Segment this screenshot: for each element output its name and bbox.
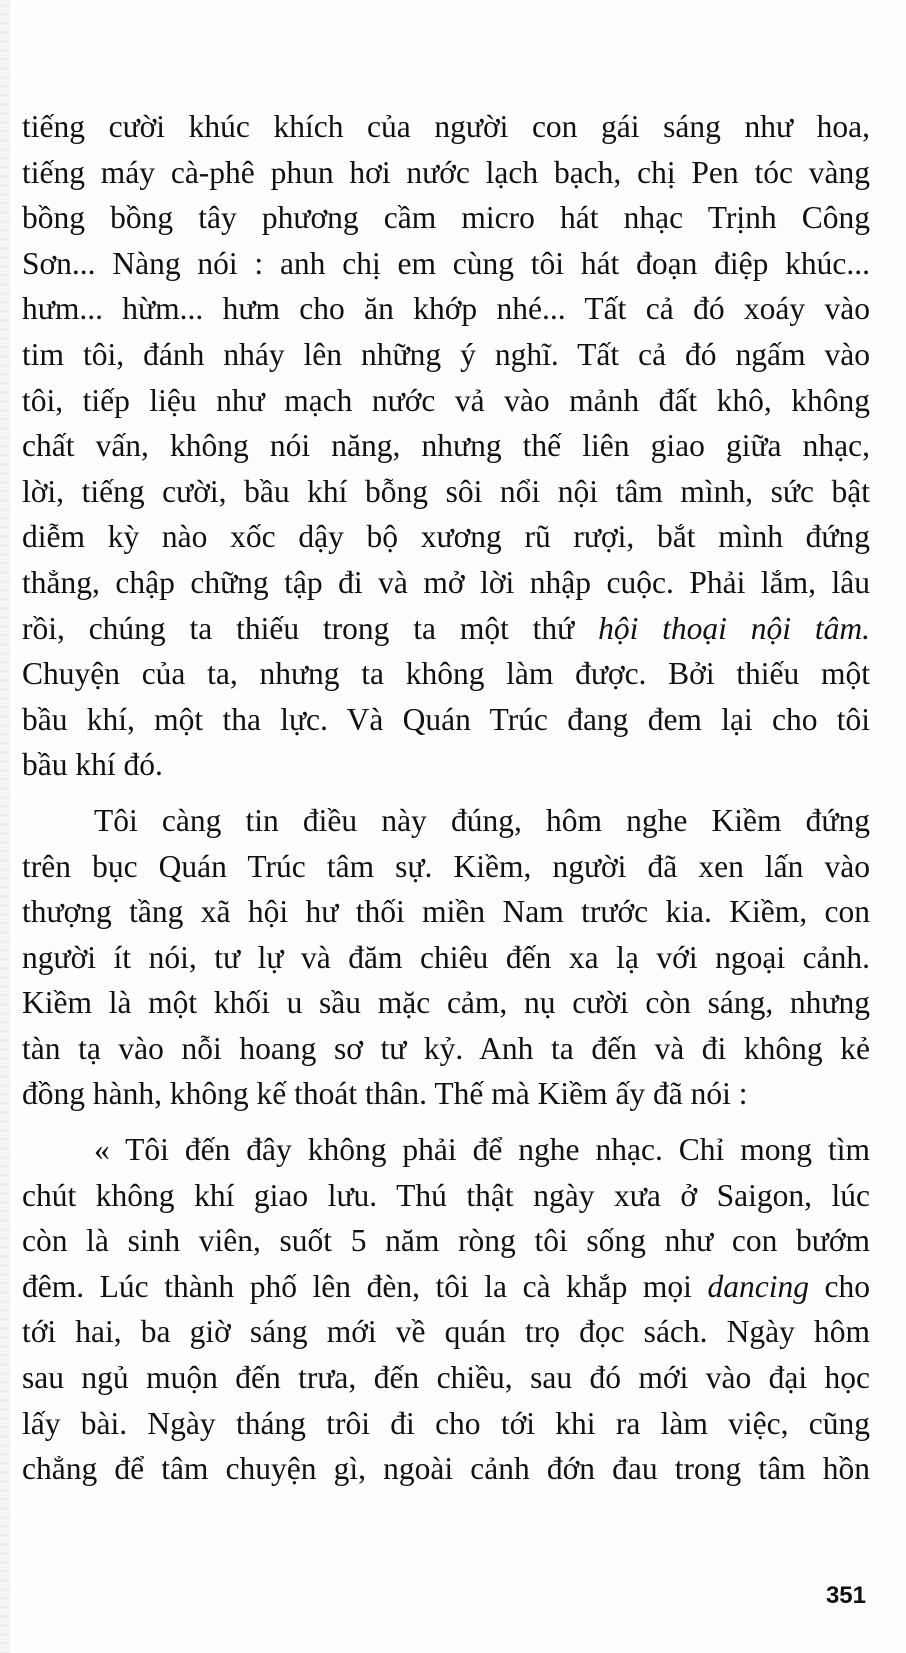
text-line: bồng bồng tây phương cầm micro hát nhạc Trịnh Công xyxy=(22,200,870,236)
text-run: đêm. Lúc thành phố lên đèn, tôi la cà khắp mọi xyxy=(22,1268,708,1304)
text-line: bầu khí đó. xyxy=(22,747,163,783)
text-line: diễm kỳ nào xốc dậy bộ xương rũ rượi, bắt mình đứng xyxy=(22,519,870,555)
text-line: sau ngủ muộn đến trưa, đến chiều, sau đó mới vào đại học xyxy=(22,1360,870,1396)
text-run: rồi, chúng ta thiếu trong ta một thứ xyxy=(22,610,599,646)
text-line: còn là sinh viên, suốt 5 năm ròng tôi sống như con bướm xyxy=(22,1223,870,1259)
italic-text: dancing xyxy=(707,1268,809,1304)
text-line: tiếng máy cà-phê phun hơi nước lạch bạch, chị Pen tóc vàng xyxy=(22,154,870,190)
text-line: Sơn... Nàng nói : anh chị em cùng tôi hát đoạn điệp khúc... xyxy=(22,245,870,281)
paragraph xyxy=(22,1127,870,1492)
text-line: chẳng để tâm chuyện gì, ngoài cảnh đớn đau trong tâm hồn xyxy=(22,1451,870,1487)
text-line: lấy bài. Ngày tháng trôi đi cho tới khi ra làm việc, cũng xyxy=(22,1405,870,1441)
text-line xyxy=(22,1264,870,1310)
text-line: tiếng cười khúc khích của người con gái sáng như hoa, xyxy=(22,109,870,144)
text-line: trên bục Quán Trúc tâm sự. Kiềm, người đã xen lấn vào xyxy=(22,848,870,884)
text-line: Kiềm là một khối u sầu mặc cảm, nụ cười còn sáng, nhưng xyxy=(22,985,870,1021)
text-line: « Tôi đến đây không phải để nghe nhạc. Chỉ mong tìm xyxy=(94,1132,870,1168)
paragraph xyxy=(22,104,870,788)
text-line: hưm... hừm... hưm cho ăn khớp nhé... Tất cả đó xoáy vào xyxy=(22,291,870,327)
text-line: tôi, tiếp liệu như mạch nước vả vào mảnh đất khô, không xyxy=(22,382,870,418)
text-line: Chuyện của ta, nhưng ta không làm được. Bởi thiếu một xyxy=(22,656,870,692)
italic-text: hội thoại nội tâm. xyxy=(598,610,870,646)
text-line: Tôi càng tin điều này đúng, hôm nghe Kiềm đứng xyxy=(94,802,870,838)
text-line: tàn tạ vào nỗi hoang sơ tư kỷ. Anh ta đến và đi không kẻ xyxy=(22,1030,870,1066)
text-line: lời, tiếng cười, bầu khí bỗng sôi nổi nội tâm mình, sức bật xyxy=(22,473,870,509)
page-number: 351 xyxy=(825,1582,866,1609)
text-line: bầu khí, một tha lực. Và Quán Trúc đang đem lại cho tôi xyxy=(22,701,870,737)
text-line: đồng hành, không kế thoát thân. Thế mà Kiềm ấy đã nói : xyxy=(22,1076,748,1112)
text-line: chút không khí giao lưu. Thú thật ngày xưa ở Saigon, lúc xyxy=(22,1177,870,1213)
text-line xyxy=(22,606,870,652)
text-run: cho xyxy=(808,1268,870,1304)
body-text xyxy=(22,104,870,1492)
text-line: chất vấn, không nói năng, nhưng thế liên giao giữa nhạc, xyxy=(22,428,870,464)
text-line: tới hai, ba giờ sáng mới về quán trọ đọc sách. Ngày hôm xyxy=(22,1314,870,1350)
text-line: người ít nói, tư lự và đăm chiêu đến xa lạ với ngoại cảnh. xyxy=(22,939,870,975)
text-line: tim tôi, đánh nháy lên những ý nghĩ. Tất cả đó ngấm vào xyxy=(22,336,870,372)
page-gutter-shadow xyxy=(0,0,10,1653)
text-line: thẳng, chập chững tập đi và mở lời nhập cuộc. Phải lắm, lâu xyxy=(22,564,870,600)
text-line: thượng tầng xã hội hư thối miền Nam trước kia. Kiềm, con xyxy=(22,894,870,930)
paragraph xyxy=(22,798,870,1117)
